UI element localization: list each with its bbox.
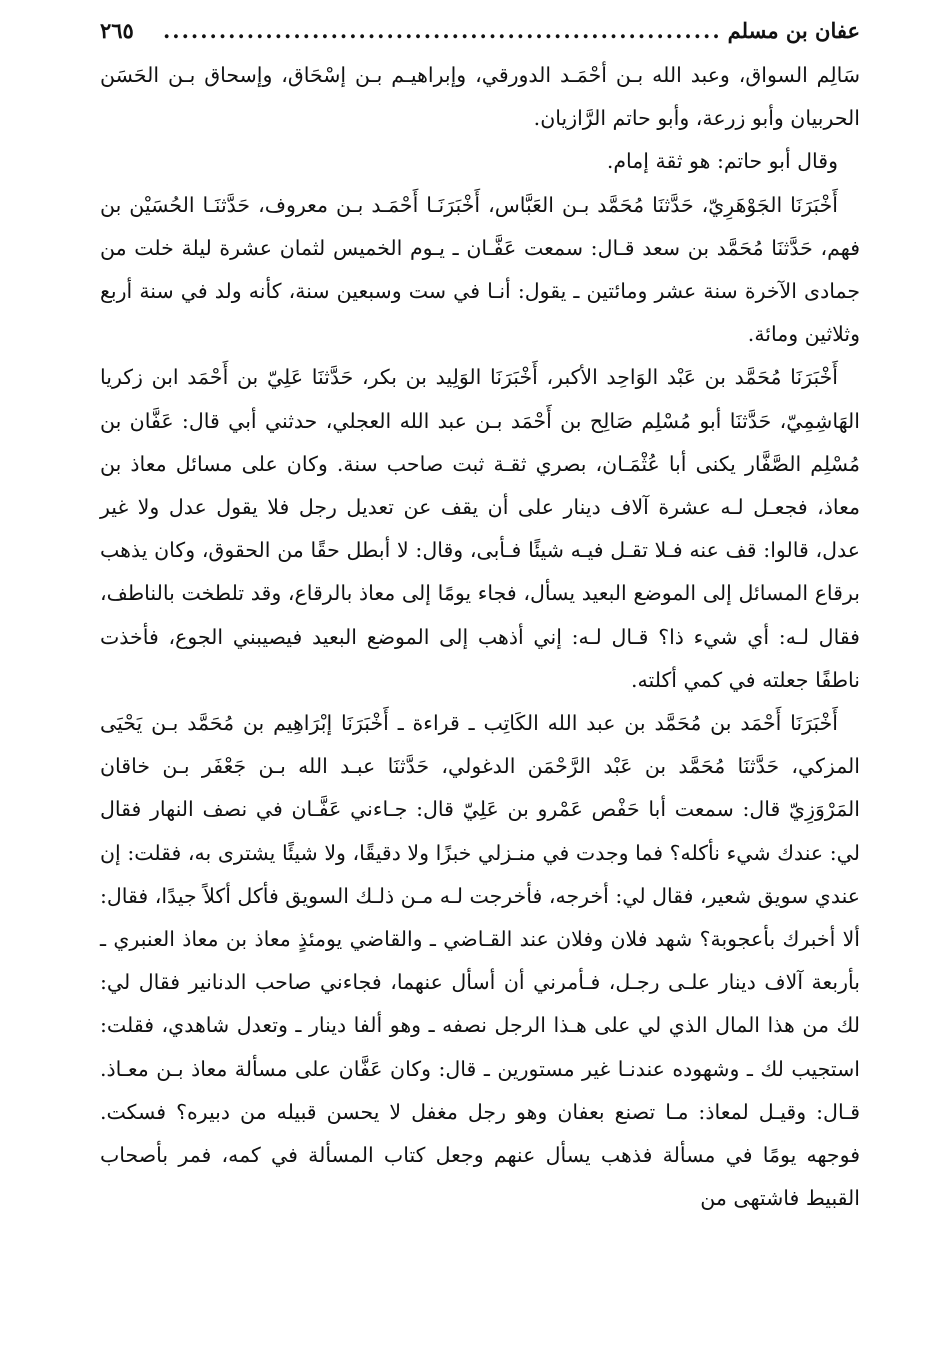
page-number: ٢٦٥: [100, 18, 134, 43]
leader-dots: ............................................................: [162, 18, 722, 43]
paragraph-5: أَخْبَرَنَا أَحْمَد بن مُحَمَّد بن عبد الله الكَاتِب ـ قراءة ـ أَخْبَرَنَا إبْرَاهِيم بن مُحَمَّد بـن يَحْيَى المزكي، حَدَّثنَا مُحَمَّد بن عَبْد الرَّحْمَن الدغولي، حَدَّثنَا عبـد الله بـن جَعْفَر بـن خاقان المَرْوَزِيّ قال: سمعت أبا حَفْص عَمْرو بن عَلِيّ قال: جـاءني عَفَّـان في نصف النهار فقال لي: عندك شيء نأكله؟ فما وجدت في منـزلي خبزًا ولا دقيقًا، ولا شيئًا يشترى به، فقلت: إن عندي سويق شعير، فقال لي: أخرجه، فأخرجت لـه مـن ذلـك السويق فأكل أكلاً جيدًا، فقال: ألا أخبرك بأعجوبة؟ شهد فلان وفلان عند القـاضي ـ والقاضي يومئذٍ معاذ بن معاذ العنبري ـ بأربعة آلاف دينار علـى رجـل، فـأمرني أن أسأل عنهما، فجاءني صاحب الدنانير فقال لي: لك من هذا المال الذي لي على هـذا الرجل نصفه ـ وهو ألفا دينار ـ وتعدل شاهدي، فقلت: استجيب لك ـ وشهوده عندنـا غير مستورين ـ قال: وكان عَفَّان على مسألة معاذ بـن معـاذ. قـال: وقيـل لمعاذ: مـا تصنع بعفان وهو رجل مغفل لا يحسن قبيله من دبيره؟ فسكت. فوجهه يومًا في مسألة فذهب يسأل عنهم وجعل كتاب المسألة في كمه، فمر بأصحاب القبيط فاشتهى من: [100, 711, 860, 1211]
book-page: [100, 18, 860, 1220]
paragraph-3: أَخْبَرَنَا الجَوْهَرِيّ، حَدَّثنَا مُحَمَّد بـن العَبَّاس، أَخْبَرَنَـا أَحْمَـد بـن معروف، حَدَّثنَـا الحُسَيْن بن فهم، حَدَّثنَا مُحَمَّد بن سعد قـال: سمعت عَفَّـان ـ يـوم الخميس لثمان عشرة ليلة خلت من جمادى الآخرة سنة عشر ومائتين ـ يقول: أنـا في ست وسبعين سنة، كأنه ولد في سنة أربع وثلاثين ومائة.: [100, 192, 861, 347]
paragraph-2: وقال أبو حاتم: هو ثقة إمام.: [606, 149, 838, 174]
chapter-title: عفان بن مسلم: [727, 18, 860, 43]
running-header: [100, 18, 860, 54]
paragraph-4: أَخْبَرَنَا مُحَمَّد بن عَبْد الوَاحِد الأكبر، أَخْبَرَنَا الوَلِيد بن بكر، حَدَّثنَا عَلِيّ بن أَحْمَد ابن زكريا الهَاشِمِيّ، حَدَّثنَا أبو مُسْلِم صَالِح بن أَحْمَد بـن عبد الله العجلي، حدثني أبي قال: عَفَّان بن مُسْلِم الصَّفَّار يكنى أبا عُثْمَـان، بصري ثقـة ثبت صاحب سنة. وكان على مسائل معاذ بن معاذ، فجعـل لـه عشرة آلاف دينار على أن يقف عن تعديل رجل فلا يقول عدل ولا غير عدل، قالوا: قف عنه فـلا تقـل فيـه شيئًا فـأبى، وقال: لا أبطل حقًا من الحقوق، وكان يذهب برقاع المسائل إلى الموضع البعيد يسأل، فجاء يومًا إلى معاذ بالرقاع، وقد تلطخت بالناطف، فقال لـه: أي شيء ذا؟ قـال لـه: إني أذهب إلى الموضع البعيد فيصيبني الجوع، فأخذت ناطفًا جعلته في كمي أكلته.: [100, 365, 860, 692]
body-text: [100, 54, 860, 1220]
paragraph-1: سَالِم السواق، وعبد الله بـن أحْمَـد الدورقي، وإبراهيـم بـن إسْحَاق، وإسحاق بـن الحَسَن الحربيان وأبو زرعة، وأبو حاتم الرَّازيان.: [100, 63, 860, 131]
